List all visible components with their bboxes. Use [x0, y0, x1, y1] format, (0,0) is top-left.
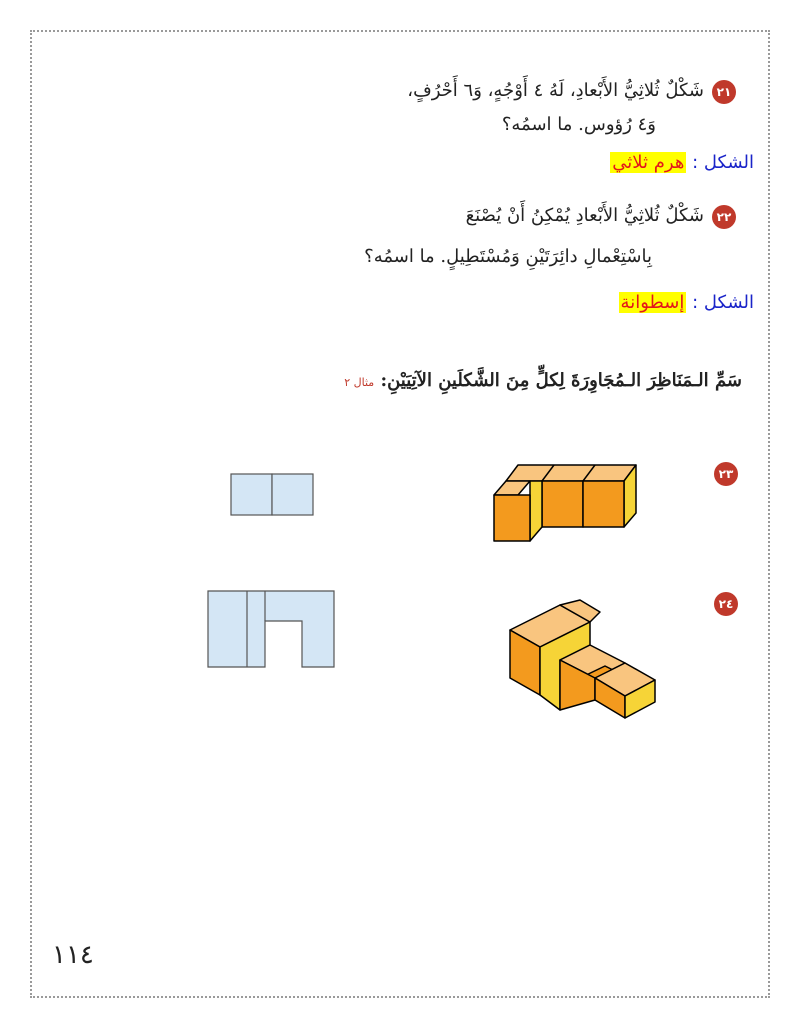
q23-solid-figure: [480, 460, 650, 540]
page-border: [30, 30, 770, 998]
question-21-line-2: وَ٤ رُؤوس. ما اسمُه؟: [501, 114, 656, 135]
section-heading: [344, 370, 742, 391]
q24-solid-figure: [505, 600, 665, 730]
answer-value: هرم ثلاثي: [612, 152, 685, 173]
question-21-answer: [610, 152, 754, 173]
question-22-badge: ٢٢: [712, 205, 736, 229]
question-22-line-2: بِاسْتِعْمالِ دائِرَتَيْنِ وَمُسْتَطِيلٍ. ما اسمُه؟: [364, 246, 652, 267]
question-21-badge: ٢١: [712, 80, 736, 104]
q23-view-drawing: [230, 473, 314, 517]
question-22-line-1: شَكْلٌ ثُلاثِيُّ الأَبْعادِ يُمْكِنُ أَنْ يُصْنَعَ: [465, 205, 704, 226]
question-21-line-1: شَكْلٌ ثُلاثِيُّ الأَبْعادِ، لَهُ ٤ أَوْجُهٍ، وَ٦ أَحْرُفٍ،: [407, 80, 704, 101]
section-instruction: سَمِّ الـمَنَاظِرَ الـمُجَاوِرَةَ لِكلٍّ مِنَ الشَّكلَينِ الآتِيَيْنِ:: [380, 370, 742, 391]
question-23-badge: ٢٣: [714, 462, 738, 486]
answer-value: إسطوانة: [620, 292, 685, 313]
answer-label: الشكل :: [692, 152, 754, 173]
question-24-badge: ٢٤: [714, 592, 738, 616]
example-reference: مثال ٢: [344, 376, 375, 389]
q24-view-drawing: [207, 590, 337, 670]
page-number: ١١٤: [52, 940, 94, 970]
answer-label: الشكل :: [692, 292, 754, 313]
question-22-answer: [619, 292, 754, 313]
